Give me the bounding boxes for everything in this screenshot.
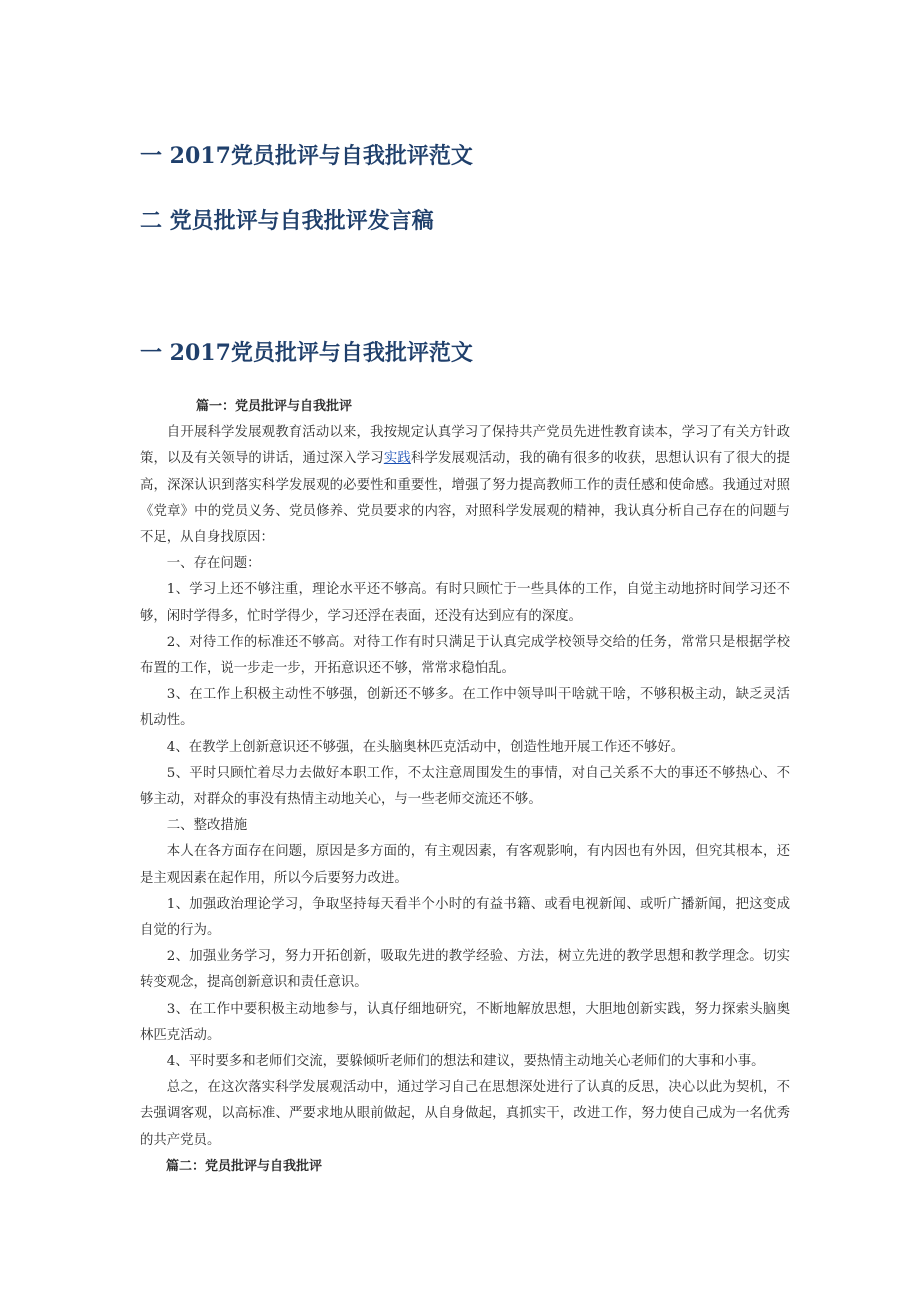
problem-item: 4、在教学上创新意识还不够强，在头脑奥林匹克活动中，创造性地开展工作还不够好。	[166, 739, 685, 755]
intro-text-before-link: 自开展科学发展观教育活动以来，我按规定认真学习了保持共产党员先进性教育读本，学习了有关方针政策，以及有关领导的讲话，通过深入学习	[140, 425, 790, 467]
conclusion-paragraph: 总之，在这次落实科学发展观活动中，通过学习自己在思想深处进行了认真的反思，决心以此为契机，不去强调客观，以高标准、严要求地从眼前做起，从自身做起，真抓实干，改进工作，努力使自己成为一名优秀的共产党员。	[140, 1080, 790, 1148]
measure-item: 3、在工作中要积极主动地参与，认真仔细地研究，不断地解放思想，大胆地创新实践，努力探索头脑奥林匹克活动。	[140, 1001, 790, 1043]
article-body	[140, 394, 790, 1180]
problems-heading: 一、存在问题：	[166, 556, 261, 572]
measures-heading: 二、整改措施	[166, 818, 248, 834]
toc-item-1[interactable]: 一 2017党员批评与自我批评范文	[140, 143, 473, 169]
measure-item: 4、平时要多和老师们交流，要躲倾听老师们的想法和建议，要热情主动地关心老师们的大事和小事。	[166, 1054, 765, 1070]
intro-text-after-link: 科学发展观活动，我的确有很多的收获，思想认识有了很大的提高，深深认识到落实科学发展观的必要性和重要性，增强了努力提高教师工作的责任感和使命感。我通过对照《党章》中的党员义务、党员修养、党员要求的内容，对照科学发展观的精神，我认真分析自己存在的问题与不足，从自身找原因：	[140, 451, 791, 546]
problem-item: 3、在工作上积极主动性不够强，创新还不够多。在工作中领导叫干啥就干啥，不够积极主动，缺乏灵活机动性。	[140, 687, 790, 729]
problem-item: 5、平时只顾忙着尽力去做好本职工作，不太注意周围发生的事情，对自己关系不大的事还不够热心、不够主动，对群众的事没有热情主动地关心，与一些老师交流还不够。	[140, 765, 790, 808]
measure-item: 2、加强业务学习，努力开拓创新，吸取先进的教学经验、方法，树立先进的教学思想和教学理念。切实转变观念，提高创新意识和责任意识。	[140, 949, 790, 991]
article-title-2: 篇二：党员批评与自我批评	[166, 1158, 323, 1174]
practice-link[interactable]: 实践	[383, 451, 411, 467]
measure-item: 1、加强政治理论学习，争取坚持每天看半个小时的有益书籍、或看电视新闻、或听广播新闻，把这变成自觉的行为。	[140, 896, 790, 939]
section-heading-1: 一 2017党员批评与自我批评范文	[140, 340, 473, 366]
problem-item: 1、学习上还不够注重，理论水平还不够高。有时只顾忙于一些具体的工作，自觉主动地挤时间学习还不够，闲时学得多，忙时学得少，学习还浮在表面，还没有达到应有的深度。	[140, 582, 790, 624]
intro-paragraph	[140, 420, 790, 551]
problem-item: 2、对待工作的标准还不够高。对待工作有时只满足于认真完成学校领导交给的任务，常常只是根据学校布置的工作，说一步走一步，开拓意识还不够，常常求稳怕乱。	[140, 634, 790, 677]
measures-intro: 本人在各方面存在问题，原因是多方面的，有主观因素，有客观影响，有内因也有外因，但究其根本，还是主观因素在起作用，所以今后要努力改进。	[140, 844, 790, 886]
toc-item-2[interactable]: 二 党员批评与自我批评发言稿	[140, 208, 434, 234]
article-title-1: 篇一：党员批评与自我批评	[196, 399, 353, 414]
